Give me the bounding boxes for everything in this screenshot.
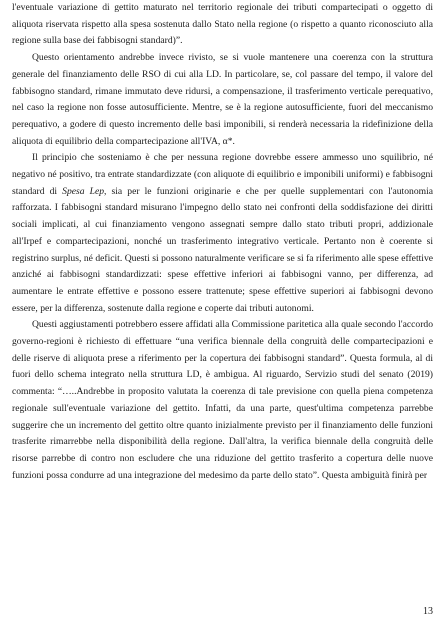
paragraph-orientation: Questo orientamento andrebbe invece rivisto, se si vuole mantenere una coerenza con la struttura generale del finanziamento delle RSO di cui alla LD. In particolare, se, col passare del tempo, il valore del fabbisogno standard, rimane immutato deve ridursi, a compensazione, il trasferimento verticale perequativo, nel caso la regione non fosse autosufficiente. Mentre, se è la regione autosufficiente, fuori del meccanismo perequativo, a godere di questo incremento delle basi imponibili, si renderà necessaria la ridefinizione della aliquota di equilibrio della compartecipazione all'IVA, α*. xyxy=(12,52,433,147)
paragraph-principle-start: Il principio che sosteniamo è che per nessuna regione dovrebbe essere ammesso uno squilibrio, né negativo né positivo, tra entrate standardizzate (con aliquote di equilibrio e imponibili uniformi) e fabbisogni standard di xyxy=(12,152,433,197)
paragraph-adjustments: Questi aggiustamenti potrebbero essere affidati alla Commissione paritetica alla quale secondo l'accordo governo-regioni è richiesto di effettuare “una verifica biennale della congruità delle compartecipazioni e delle riserve di aliquota prese a riferimento per la copertura dei fabbisogni standard”. Questa formula, al di fuori dello schema integrato nella struttura LD, è ambigua. Al riguardo, Servizio studi del senato (2019) commenta: “…..Andrebbe in proposito valutata la coerenza di tale previsione con quella piena competenza regionale sull'eventuale variazione del gettito. Infatti, da una parte, quest'ultima competenza parrebbe suggerire che un incremento del gettito oltre quanto inizialmente previsto per il finanziamento delle funzioni trasferite rimarrebbe nella disponibilità della regione. Dall'altra, la verifica biennale della congruità delle risorse parrebbe di contro non escludere che una riduzione del gettito trasferito a copertura delle nuove funzioni possa condurre ad una integrazione del medesimo da parte dello stato”. Questa ambiguità finirà per xyxy=(12,319,433,481)
body-text xyxy=(12,0,433,484)
paragraph-continuation: l'eventuale variazione di gettito maturato nel territorio regionale dei tributi compartecipati o oggetto di aliquota riservata rispetto alla spesa sostenuta dallo Stato nella regione (o rispetto a quanto riconosciuto alla regione sulla base dei fabbisogni standard)”. xyxy=(12,2,433,47)
paragraph-principle-end: , sia per le funzioni originarie e che per quelle supplementari con l'autonomia rafforzata. I fabbisogni standard misurano l'impegno dello stato nei confronti della soddisfazione dei diritti sociali implicati, al cui finanziamento vengono assegnati sempre dallo stato tributi propri, addizionale all'Irpef e compartecipazioni, nonché un trasferimento integrativo verticale. Pertanto non è coerente si registrino surplus, né deficit. Questi si possono naturalmente verificare se si fa riferimento alle spese effettive anziché ai fabbisogni standardizzati: spese effettive inferiori ai fabbisogni vanno, per differenza, ad aumentare le entrate effettive e possono essere trattenute; spese effettive superiori ai fabbisogni devono essere, per la differenza, sostenute dalla regione e coperte dai tributi autonomi. xyxy=(12,185,433,314)
page-number: 13 xyxy=(423,606,433,617)
paragraph-principle xyxy=(12,150,433,317)
paragraph-principle-emphasis: Spesa Lep xyxy=(62,185,105,197)
